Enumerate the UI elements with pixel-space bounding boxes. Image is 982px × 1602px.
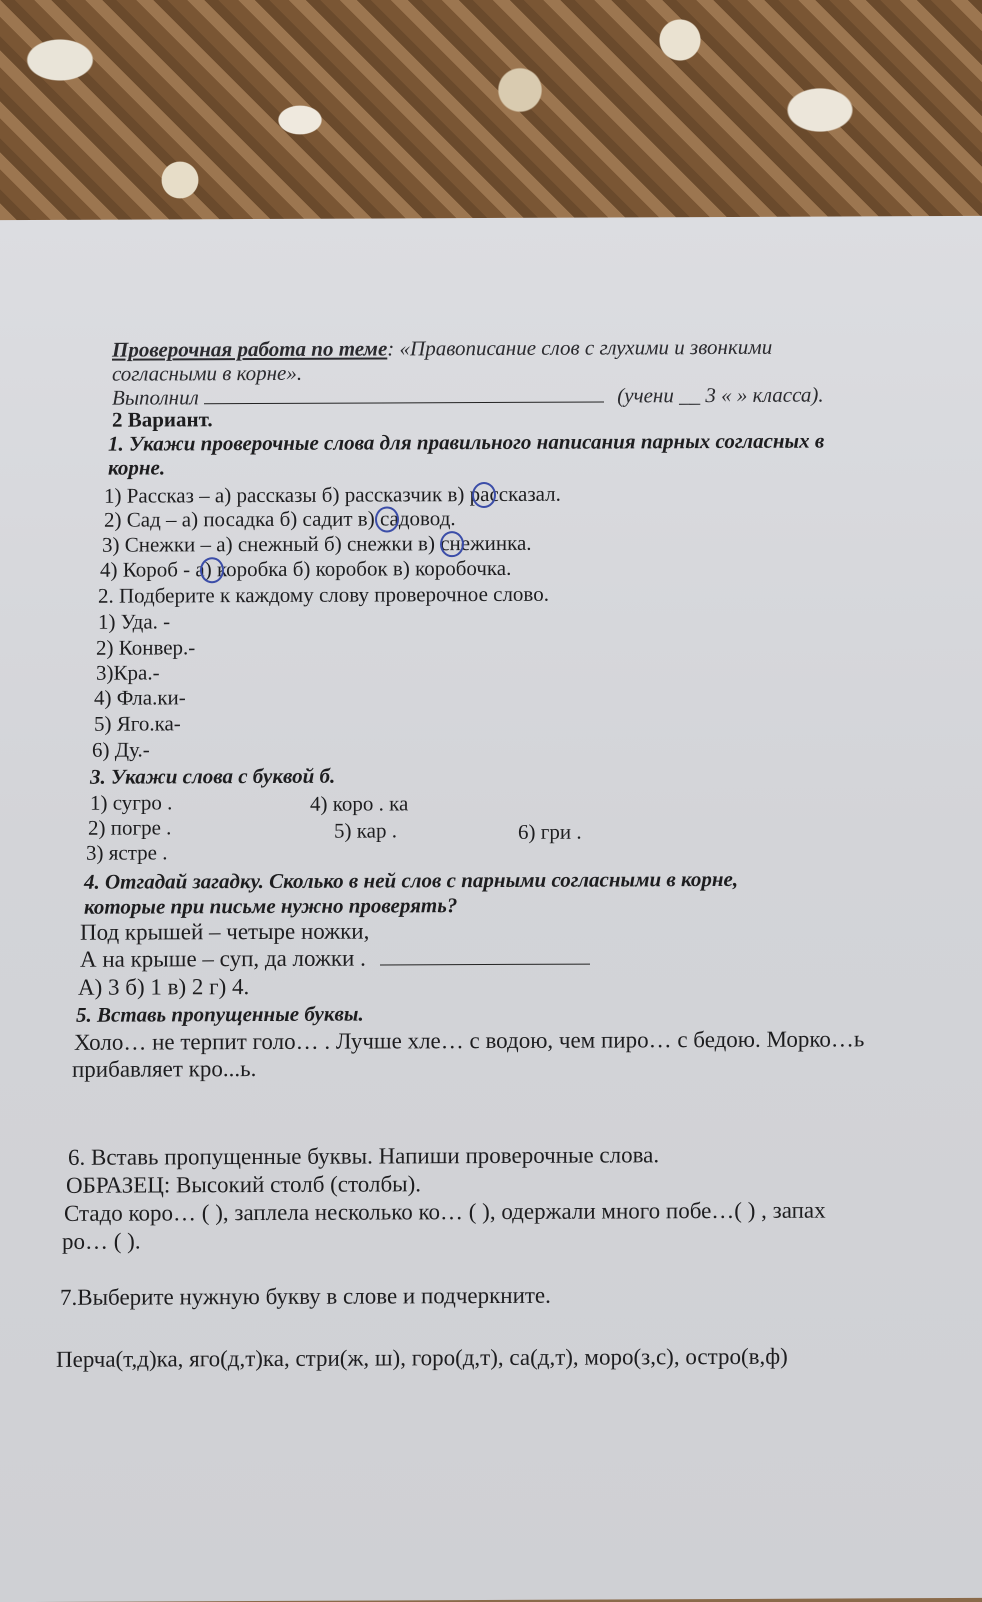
name-blank-line bbox=[204, 384, 604, 405]
task6-sample: ОБРАЗЕЦ: Высокий столб (столбы). bbox=[66, 1171, 422, 1198]
task4-heading-line2: которые при письме нужно проверять? bbox=[84, 893, 458, 919]
task5-line1: Холо… не терпит голо… . Лучше хле… с водою, чем пиро… с бедою. Морко…ь bbox=[74, 1026, 865, 1055]
task2-item: 1) Уда. - bbox=[98, 609, 171, 634]
task5-heading: 5. Вставь пропущенные буквы. bbox=[76, 1001, 364, 1027]
riddle-text: А на крыше – суп, да ложки . bbox=[80, 945, 366, 972]
answer-circle-mark bbox=[375, 506, 399, 532]
answer-circle-mark bbox=[472, 482, 496, 508]
task1-heading-line2: корне. bbox=[108, 455, 166, 480]
task4-heading-line1: 4. Отгадай загадку. Сколько в ней слов с парными согласными в корне, bbox=[84, 866, 739, 894]
task3-item: 5) кар . bbox=[334, 818, 397, 843]
task1-item: 4) Короб - а) коробка б) коробок в) коробочка. bbox=[100, 555, 512, 582]
variant-label: 2 Вариант. bbox=[112, 407, 213, 432]
task6-line1: Стадо коро… ( ), заплела несколько ко… ( ), одержали много побе…( ) , запах bbox=[64, 1197, 826, 1226]
performed-label: Выполнил bbox=[112, 385, 199, 410]
worksheet-title-line1 bbox=[112, 335, 772, 362]
riddle-line2 bbox=[80, 945, 590, 973]
task2-item: 5) Яго.ка- bbox=[94, 711, 181, 736]
title-rest: : «Правописание слов с глухими и звонкими bbox=[387, 334, 773, 361]
task3-item: 2) погре . bbox=[88, 815, 172, 840]
title-prefix: Проверочная работа по теме bbox=[112, 336, 388, 362]
task2-item: 4) Фла.ки- bbox=[94, 685, 186, 710]
task3-heading: 3. Укажи слова с буквой б. bbox=[90, 763, 336, 789]
riddle-line1: Под крышей – четыре ножки, bbox=[80, 918, 370, 945]
student-class-label: (учени __ 3 « » класса). bbox=[617, 382, 824, 408]
worksheet-title-line2: согласными в корне». bbox=[112, 360, 303, 386]
task6-heading: 6. Вставь пропущенные буквы. Напиши проверочные слова. bbox=[68, 1142, 660, 1170]
task2-heading: 2. Подберите к каждому слову проверочное слово. bbox=[98, 581, 549, 608]
task1-item: 3) Снежки – а) снежный б) снежки в) снежинка. bbox=[102, 530, 532, 557]
task2-item: 2) Конвер.- bbox=[96, 635, 196, 660]
tablecloth-background bbox=[0, 0, 982, 240]
worksheet-paper bbox=[0, 216, 982, 1602]
answer-circle-mark bbox=[440, 531, 464, 557]
task2-item: 6) Ду.- bbox=[92, 737, 150, 762]
task3-item: 1) сугро . bbox=[90, 790, 173, 815]
task3-item: 6) гри . bbox=[518, 819, 582, 844]
task2-item: 3)Кра.- bbox=[96, 660, 160, 685]
answer-circle-mark bbox=[200, 557, 224, 583]
task1-item: 2) Сад – а) посадка б) садит в) садовод. bbox=[104, 506, 456, 532]
task7-heading: 7.Выберите нужную букву в слове и подчеркните. bbox=[60, 1282, 551, 1310]
task6-line2: ро… ( ). bbox=[62, 1228, 141, 1254]
answer-blank-line bbox=[380, 946, 590, 966]
task1-item: 1) Рассказ – а) рассказы б) рассказчик в) рассказал. bbox=[104, 481, 561, 508]
task5-line2: прибавляет кро...ь. bbox=[72, 1056, 257, 1082]
task1-heading-line1: 1. Укажи проверочные слова для правильного написания парных согласных в bbox=[108, 428, 825, 456]
performed-by-label bbox=[112, 383, 824, 410]
task3-item: 3) ястре . bbox=[86, 840, 168, 865]
task3-item: 4) коро . ка bbox=[310, 791, 409, 816]
task4-options: А) 3 б) 1 в) 2 г) 4. bbox=[78, 974, 250, 1000]
task7-line: Перча(т,д)ка, яго(д,т)ка, стри(ж, ш), горо(д,т), са(д,т), моро(з,с), остро(в,ф) bbox=[56, 1343, 788, 1372]
